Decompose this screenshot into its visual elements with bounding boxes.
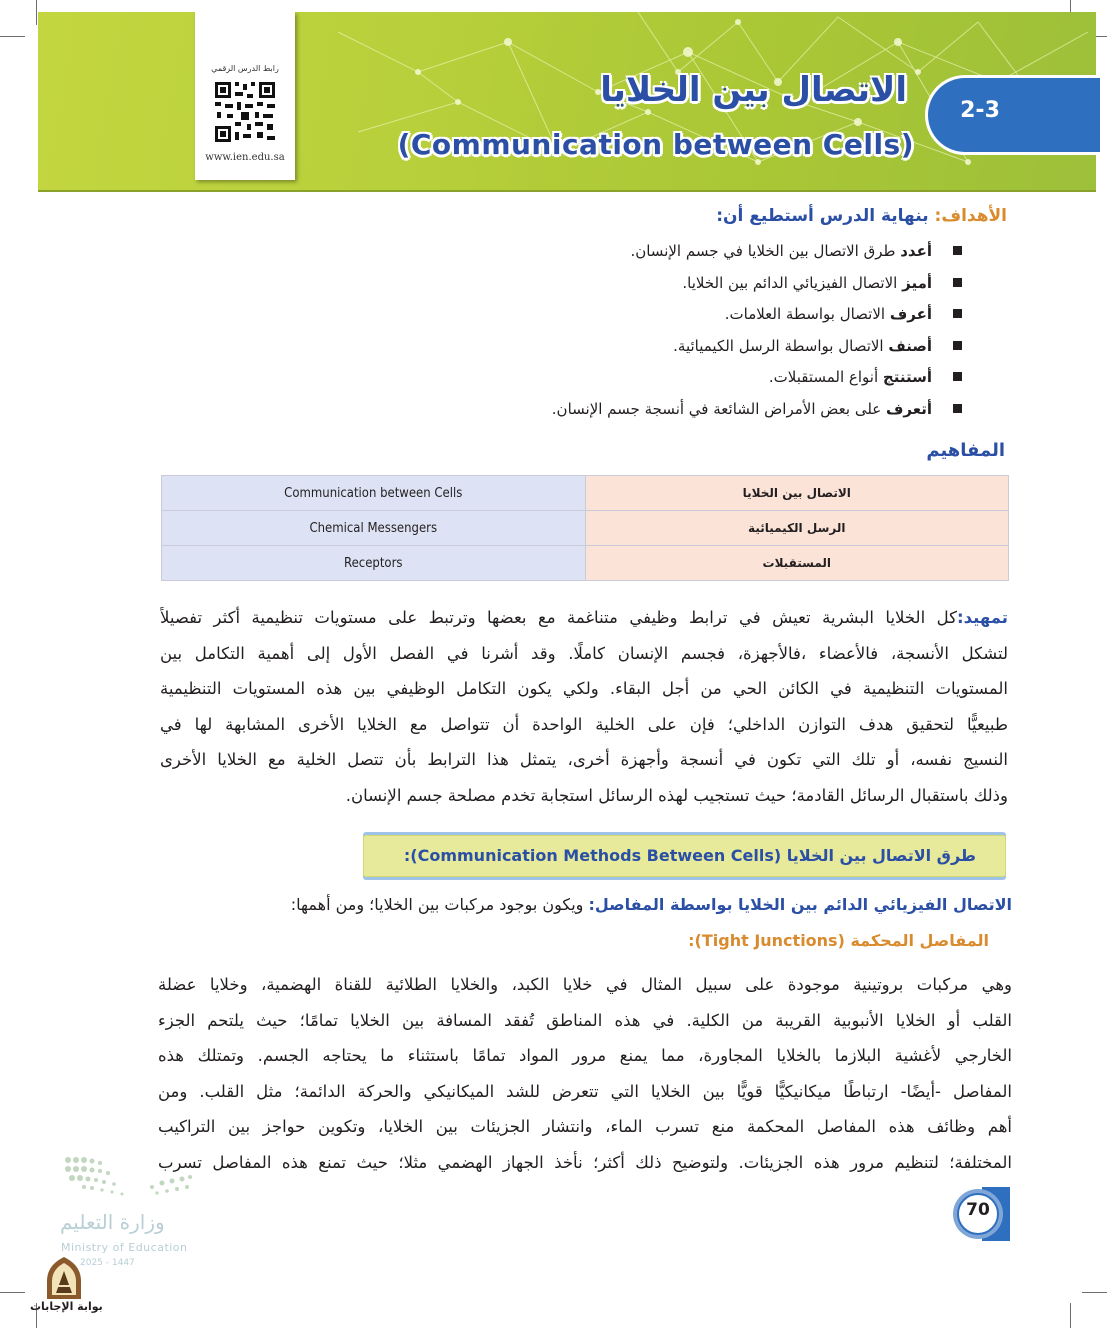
- objective-text: الاتصال بواسطة العلامات.: [724, 305, 890, 324]
- ministry-name-arabic: وزارة التعليم: [60, 1210, 165, 1234]
- crop-mark: [0, 1292, 25, 1293]
- qr-caption: رابط الدرس الرقمي: [211, 64, 279, 73]
- lesson-title-english: (Communication between Cells): [397, 128, 914, 161]
- objective-item: [552, 272, 932, 304]
- tight-junctions-paragraph: [158, 967, 1012, 1181]
- concept-arabic: الاتصال بين الخلايا: [585, 476, 1008, 511]
- objectives-heading-text: بنهاية الدرس أستطيع أن:: [716, 206, 935, 226]
- objective-verb: أتعرف: [886, 399, 932, 418]
- concept-english: Chemical Messengers: [162, 511, 586, 546]
- objective-verb: أميز: [902, 273, 932, 292]
- paragraph-line: [160, 600, 1008, 636]
- objective-item: [552, 366, 932, 398]
- ministry-year: 2025 - 1447: [80, 1258, 135, 1268]
- objective-text: على بعض الأمراض الشائعة في أنسجة جسم الإنسان.: [551, 399, 886, 418]
- concepts-heading: المفاهيم: [926, 440, 1005, 461]
- table-row: [162, 546, 1009, 581]
- crop-mark: [1070, 1303, 1071, 1328]
- ministry-name-english: Ministry of Education: [61, 1241, 188, 1254]
- objective-item: [552, 240, 932, 272]
- lesson-number-tab: [925, 75, 1100, 155]
- objectives-heading-lead: الأهداف:: [934, 206, 1007, 226]
- paragraph-line: النسيج نفسه، أو تلك التي تكون في أنسجة وأجهزة أخرى، يتمثل هذا الترابط بأن تتصل الخلية مع الخلايا الأخرى: [160, 750, 1008, 769]
- objective-verb: أعرف: [889, 305, 932, 324]
- portal-logo-icon: [42, 1255, 86, 1301]
- ministry-logo-dots-icon: [62, 1155, 197, 1200]
- qr-code-icon[interactable]: [213, 80, 277, 144]
- objective-text: الاتصال الفيزيائي الدائم بين الخلايا.: [682, 273, 903, 292]
- objective-text: طرق الاتصال بين الخلايا في جسم الإنسان.: [630, 242, 901, 260]
- concept-english: Receptors: [162, 546, 586, 581]
- objectives-list: [552, 240, 932, 430]
- physical-connection-line: [291, 895, 1012, 914]
- objective-item: [552, 335, 932, 367]
- paragraph-line: المستويات التنظيمية في الكائن الحي من أجل البقاء. ولكي يكون التكامل الوظيفي بين هذه المستويات التنظيمية: [160, 679, 1008, 698]
- bullet-square-icon: [953, 278, 962, 287]
- bullet-square-icon: [953, 341, 962, 350]
- objective-item: [552, 303, 932, 335]
- page-number: 70: [966, 1200, 990, 1220]
- portal-label: بوابة الإجابات: [30, 1300, 103, 1313]
- bullet-square-icon: [953, 372, 962, 381]
- paragraph-line: القلب أو الخلايا الأنبوبية القريبة من الكلية. في هذه المناطق تُفقد المسافة بين الخلايا تمامًا؛ حيث يلتحم الجزء: [158, 1010, 1012, 1030]
- table-row: [162, 476, 1009, 511]
- qr-code-card[interactable]: [195, 12, 295, 180]
- objective-verb: أعدد: [900, 242, 932, 260]
- qr-url[interactable]: www.ien.edu.sa: [205, 152, 285, 163]
- crop-mark: [0, 36, 25, 37]
- physical-connection-heading: الاتصال الفيزيائي الدائم بين الخلايا بواسطة المفاصل:: [588, 895, 1012, 914]
- intro-paragraph: [160, 600, 1008, 813]
- objectives-heading: [716, 206, 1007, 226]
- objective-text: أنواع المستقبلات.: [768, 368, 883, 387]
- concepts-table: [161, 475, 1009, 581]
- intro-text: كل الخلايا البشرية تعيش في ترابط وظيفي متناغمة مع بعضها وترتبط على مستويات تنظيمية أكثر تفصيلاً: [160, 608, 957, 627]
- concept-arabic: الرسل الكيميائية: [585, 511, 1008, 546]
- physical-connection-text: ويكون بوجود مركبات بين الخلايا؛ ومن أهمها:: [290, 895, 589, 914]
- objective-item: [552, 398, 932, 430]
- paragraph-line: الخارجي لأغشية البلازما بالخلايا المجاورة، مما يمنع مرور المواد تمامًا باستثناء ما يحتاجه الجسم. وتمتلك هذه: [158, 1046, 1012, 1066]
- objective-verb: أستنتج: [882, 368, 932, 387]
- table-row: [162, 511, 1009, 546]
- concept-english: Communication between Cells: [162, 476, 586, 511]
- paragraph-line: المفاصل -أيضًا- ارتباطًا ميكانيكيًّا قويًّا بين الخلايا التي تتعرض للشد الميكانيكي والحركة الدائمة؛ مثل القلب. ومن: [158, 1081, 1012, 1101]
- paragraph-line: وهي مركبات بروتينية موجودة على سبيل المثال في خلايا الكبد، والخلايا الطلائية للقناة الهضمية، وخلايا عضلة: [158, 975, 1012, 994]
- objective-verb: أصنف: [888, 336, 932, 355]
- paragraph-line: لتشكل الأنسجة، فالأعضاء ،فالأجهزة، فجسم الإنسان كاملًا. وقد أشرنا في الفصل الأول إلى أهمية التكامل بين: [160, 643, 1008, 663]
- intro-lead: تمهيد:: [956, 608, 1008, 627]
- paragraph-line: أهم وظائف هذه المفاصل المحكمة منع تسرب الماء، وانتشار الجزيئات بين الخلايا، وتكوين حواجز بين التراكيب: [158, 1117, 1012, 1137]
- bullet-square-icon: [953, 246, 962, 255]
- crop-mark: [1082, 1292, 1107, 1293]
- objective-text: الاتصال بواسطة الرسل الكيميائية.: [673, 336, 889, 355]
- paragraph-line: المختلفة؛ لتنظيم مرور هذه الجزيئات. ولتوضيح ذلك أكثر؛ نأخذ الجهاز الهضمي مثلا؛ حيث تمنع هذه المفاصل تسرب: [158, 1152, 1012, 1172]
- bullet-square-icon: [953, 309, 962, 318]
- tight-junctions-heading: المفاصل المحكمة (Tight Junctions):: [688, 931, 989, 950]
- lesson-title-arabic: الاتصال بين الخلايا: [600, 70, 907, 110]
- concept-arabic: المستقبلات: [585, 546, 1008, 581]
- paragraph-line: طبيعيًّا لتحقيق هدف التوازن الداخلي؛ فإن على الخلية الواحدة أن تتواصل مع الخلايا الأخرى المشابهة لها في: [160, 714, 1008, 734]
- bullet-square-icon: [953, 404, 962, 413]
- lesson-number: 2-3: [960, 98, 1000, 123]
- section-heading: طرق الاتصال بين الخلايا (Communication Methods Between Cells):: [403, 846, 976, 865]
- paragraph-line: وذلك باستقبال الرسائل القادمة؛ حيث تستجيب لهذه الرسائل استجابة تخدم مصلحة جسم الإنسان.: [345, 785, 1008, 805]
- crop-mark: [36, 0, 37, 25]
